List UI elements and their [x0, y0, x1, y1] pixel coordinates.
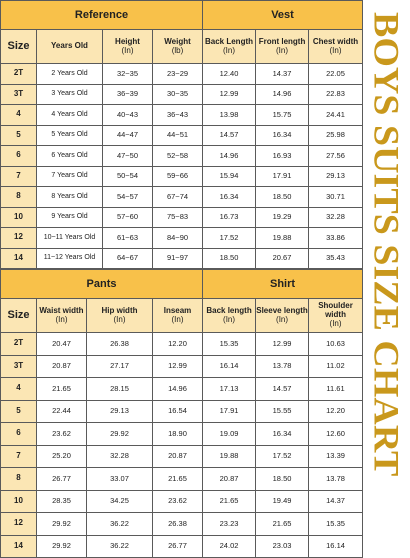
value-cell: 23~29	[153, 64, 203, 85]
value-cell: 14.37	[309, 490, 363, 513]
reference-vest-table	[0, 0, 363, 269]
value-cell: 35.43	[309, 248, 363, 269]
waist-width-unit: (In)	[55, 314, 68, 324]
shirt-section-title: Shirt	[203, 270, 363, 299]
table-row	[1, 490, 363, 513]
size-cell: 6	[1, 423, 37, 446]
value-cell: 52~58	[153, 146, 203, 167]
value-cell: 44~51	[153, 125, 203, 146]
value-cell: 16.54	[153, 400, 203, 423]
value-cell: 22.44	[37, 400, 87, 423]
size-cell: 2T	[1, 333, 37, 356]
value-cell: 32~35	[103, 64, 153, 85]
value-cell: 27.56	[309, 146, 363, 167]
chest-width-column-header	[309, 30, 363, 64]
value-cell: 64~67	[103, 248, 153, 269]
value-cell: 11.02	[309, 355, 363, 378]
value-cell: 29.13	[309, 166, 363, 187]
table-row	[1, 187, 363, 208]
value-cell: 14.96	[256, 84, 309, 105]
value-cell: 61~63	[103, 228, 153, 249]
value-cell: 20.67	[256, 248, 309, 269]
value-cell: 22.83	[309, 84, 363, 105]
value-cell: 12.60	[309, 423, 363, 446]
table-row	[1, 423, 363, 446]
value-cell: 19.29	[256, 207, 309, 228]
size-column-header: Size	[1, 299, 37, 333]
chest-width-unit: (In)	[329, 45, 342, 55]
value-cell: 54~57	[103, 187, 153, 208]
value-cell: 20.87	[153, 445, 203, 468]
value-cell: 19.88	[203, 445, 256, 468]
value-cell: 23.23	[203, 513, 256, 536]
size-cell: 5	[1, 400, 37, 423]
value-cell: 13.78	[309, 468, 363, 491]
value-cell: 25.20	[37, 445, 87, 468]
table-row	[1, 535, 363, 558]
value-cell: 10.63	[309, 333, 363, 356]
value-cell: 36.22	[87, 535, 153, 558]
value-cell: 15.35	[203, 333, 256, 356]
value-cell: 14.96	[203, 146, 256, 167]
size-cell: 6	[1, 146, 37, 167]
value-cell: 23.03	[256, 535, 309, 558]
age-cell: 2 Years Old	[37, 64, 103, 85]
value-cell: 29.92	[37, 513, 87, 536]
value-cell: 12.40	[203, 64, 256, 85]
table-row	[1, 333, 363, 356]
value-cell: 44~47	[103, 125, 153, 146]
value-cell: 59~66	[153, 166, 203, 187]
value-cell: 91~97	[153, 248, 203, 269]
value-cell: 21.65	[203, 490, 256, 513]
table-row	[1, 468, 363, 491]
reference-section-title: Reference	[1, 1, 203, 30]
value-cell: 36~43	[153, 105, 203, 126]
vest-back-length-column-header	[203, 30, 256, 64]
value-cell: 15.94	[203, 166, 256, 187]
weight-column-header	[153, 30, 203, 64]
age-cell: 6 Years Old	[37, 146, 103, 167]
size-cell: 8	[1, 468, 37, 491]
age-cell: 4 Years Old	[37, 105, 103, 126]
value-cell: 13.78	[256, 355, 309, 378]
value-cell: 18.50	[203, 248, 256, 269]
age-cell: 7 Years Old	[37, 166, 103, 187]
hip-width-label: Hip width	[101, 305, 138, 315]
value-cell: 16.73	[203, 207, 256, 228]
value-cell: 40~43	[103, 105, 153, 126]
value-cell: 26.77	[37, 468, 87, 491]
table-row	[1, 64, 363, 85]
shirt-back-length-label: Back length	[206, 305, 252, 315]
value-cell: 14.37	[256, 64, 309, 85]
hip-width-unit: (In)	[113, 314, 126, 324]
age-cell: 8 Years Old	[37, 187, 103, 208]
value-cell: 84~90	[153, 228, 203, 249]
table-row	[1, 248, 363, 269]
shoulder-width-column-header	[309, 299, 363, 333]
size-cell: 4	[1, 105, 37, 126]
size-cell: 10	[1, 207, 37, 228]
value-cell: 22.05	[309, 64, 363, 85]
value-cell: 12.20	[153, 333, 203, 356]
value-cell: 17.91	[203, 400, 256, 423]
front-length-label: Front length	[258, 36, 306, 46]
value-cell: 12.99	[153, 355, 203, 378]
value-cell: 20.87	[37, 355, 87, 378]
weight-unit: (lb)	[171, 45, 184, 55]
size-cell: 12	[1, 228, 37, 249]
value-cell: 17.52	[203, 228, 256, 249]
value-cell: 16.34	[203, 187, 256, 208]
size-cell: 12	[1, 513, 37, 536]
value-cell: 36.22	[87, 513, 153, 536]
value-cell: 16.34	[256, 423, 309, 446]
shoulder-width-label: Shoulder width	[318, 301, 353, 320]
section-header-row	[1, 1, 363, 30]
pants-shirt-body	[1, 333, 363, 558]
age-cell: 9 Years Old	[37, 207, 103, 228]
section-header-row	[1, 270, 363, 299]
value-cell: 30.71	[309, 187, 363, 208]
value-cell: 57~60	[103, 207, 153, 228]
value-cell: 30~35	[153, 84, 203, 105]
value-cell: 12.20	[309, 400, 363, 423]
age-cell: 10~11 Years Old	[37, 228, 103, 249]
value-cell: 16.93	[256, 146, 309, 167]
inseam-unit: (In)	[171, 314, 184, 324]
value-cell: 50~54	[103, 166, 153, 187]
table-row	[1, 146, 363, 167]
size-cell: 7	[1, 445, 37, 468]
table-row	[1, 445, 363, 468]
value-cell: 18.50	[256, 187, 309, 208]
age-cell: 11~12 Years Old	[37, 248, 103, 269]
table-row	[1, 228, 363, 249]
value-cell: 36~39	[103, 84, 153, 105]
value-cell: 14.57	[256, 378, 309, 401]
table-row	[1, 105, 363, 126]
value-cell: 29.13	[87, 400, 153, 423]
size-cell: 3T	[1, 84, 37, 105]
chest-width-label: Chest width	[312, 36, 359, 46]
value-cell: 11.61	[309, 378, 363, 401]
table-row	[1, 166, 363, 187]
value-cell: 20.87	[203, 468, 256, 491]
chart-title-wrap	[362, 0, 410, 488]
table-row	[1, 84, 363, 105]
value-cell: 19.09	[203, 423, 256, 446]
hip-width-column-header	[87, 299, 153, 333]
size-cell: 3T	[1, 355, 37, 378]
table-row	[1, 400, 363, 423]
shirt-back-length-unit: (In)	[223, 314, 236, 324]
value-cell: 13.98	[203, 105, 256, 126]
age-cell: 5 Years Old	[37, 125, 103, 146]
value-cell: 47~50	[103, 146, 153, 167]
value-cell: 28.15	[87, 378, 153, 401]
waist-width-column-header	[37, 299, 87, 333]
value-cell: 75~83	[153, 207, 203, 228]
sleeve-length-unit: (In)	[276, 314, 289, 324]
pants-shirt-table	[0, 269, 363, 558]
size-cell: 14	[1, 248, 37, 269]
value-cell: 26.38	[153, 513, 203, 536]
weight-label: Weight	[164, 36, 191, 46]
table-row	[1, 207, 363, 228]
value-cell: 17.52	[256, 445, 309, 468]
age-cell: 3 Years Old	[37, 84, 103, 105]
chart-title: BOYS SUITS SIZE CHART	[366, 11, 406, 477]
value-cell: 33.07	[87, 468, 153, 491]
column-header-row	[1, 299, 363, 333]
value-cell: 67~74	[153, 187, 203, 208]
front-length-column-header	[256, 30, 309, 64]
value-cell: 14.96	[153, 378, 203, 401]
value-cell: 28.35	[37, 490, 87, 513]
value-cell: 24.41	[309, 105, 363, 126]
column-header-row	[1, 30, 363, 64]
value-cell: 21.65	[37, 378, 87, 401]
shirt-back-length-column-header	[203, 299, 256, 333]
value-cell: 19.49	[256, 490, 309, 513]
table-row	[1, 513, 363, 536]
vest-back-length-label: Back Length	[205, 36, 254, 46]
sleeve-length-column-header	[256, 299, 309, 333]
value-cell: 19.88	[256, 228, 309, 249]
value-cell: 17.13	[203, 378, 256, 401]
value-cell: 18.90	[153, 423, 203, 446]
pants-section-title: Pants	[1, 270, 203, 299]
front-length-unit: (In)	[276, 45, 289, 55]
value-cell: 14.57	[203, 125, 256, 146]
years-old-column-header: Years Old	[37, 30, 103, 64]
vest-back-length-unit: (In)	[223, 45, 236, 55]
value-cell: 21.65	[256, 513, 309, 536]
value-cell: 27.17	[87, 355, 153, 378]
value-cell: 15.35	[309, 513, 363, 536]
inseam-column-header	[153, 299, 203, 333]
value-cell: 15.55	[256, 400, 309, 423]
value-cell: 25.98	[309, 125, 363, 146]
size-cell: 5	[1, 125, 37, 146]
value-cell: 32.28	[87, 445, 153, 468]
value-cell: 29.92	[87, 423, 153, 446]
table-row	[1, 355, 363, 378]
height-column-header	[103, 30, 153, 64]
size-cell: 8	[1, 187, 37, 208]
waist-width-label: Waist width	[39, 305, 84, 315]
value-cell: 12.99	[256, 333, 309, 356]
value-cell: 23.62	[37, 423, 87, 446]
value-cell: 23.62	[153, 490, 203, 513]
size-cell: 2T	[1, 64, 37, 85]
height-label: Height	[115, 36, 140, 46]
value-cell: 16.14	[203, 355, 256, 378]
size-column-header: Size	[1, 30, 37, 64]
value-cell: 34.25	[87, 490, 153, 513]
height-unit: (In)	[121, 45, 134, 55]
table-row	[1, 125, 363, 146]
value-cell: 33.86	[309, 228, 363, 249]
size-cell: 7	[1, 166, 37, 187]
reference-vest-body	[1, 64, 363, 269]
sleeve-length-label: Sleeve length	[256, 305, 308, 315]
value-cell: 15.75	[256, 105, 309, 126]
size-cell: 10	[1, 490, 37, 513]
table-row	[1, 378, 363, 401]
value-cell: 24.02	[203, 535, 256, 558]
value-cell: 26.77	[153, 535, 203, 558]
value-cell: 29.92	[37, 535, 87, 558]
value-cell: 12.99	[203, 84, 256, 105]
value-cell: 20.47	[37, 333, 87, 356]
size-cell: 14	[1, 535, 37, 558]
value-cell: 13.39	[309, 445, 363, 468]
value-cell: 16.14	[309, 535, 363, 558]
shoulder-width-unit: (In)	[329, 318, 342, 328]
value-cell: 18.50	[256, 468, 309, 491]
vest-section-title: Vest	[203, 1, 363, 30]
value-cell: 21.65	[153, 468, 203, 491]
inseam-label: Inseam	[163, 305, 192, 315]
value-cell: 16.34	[256, 125, 309, 146]
value-cell: 17.91	[256, 166, 309, 187]
size-cell: 4	[1, 378, 37, 401]
value-cell: 32.28	[309, 207, 363, 228]
value-cell: 26.38	[87, 333, 153, 356]
